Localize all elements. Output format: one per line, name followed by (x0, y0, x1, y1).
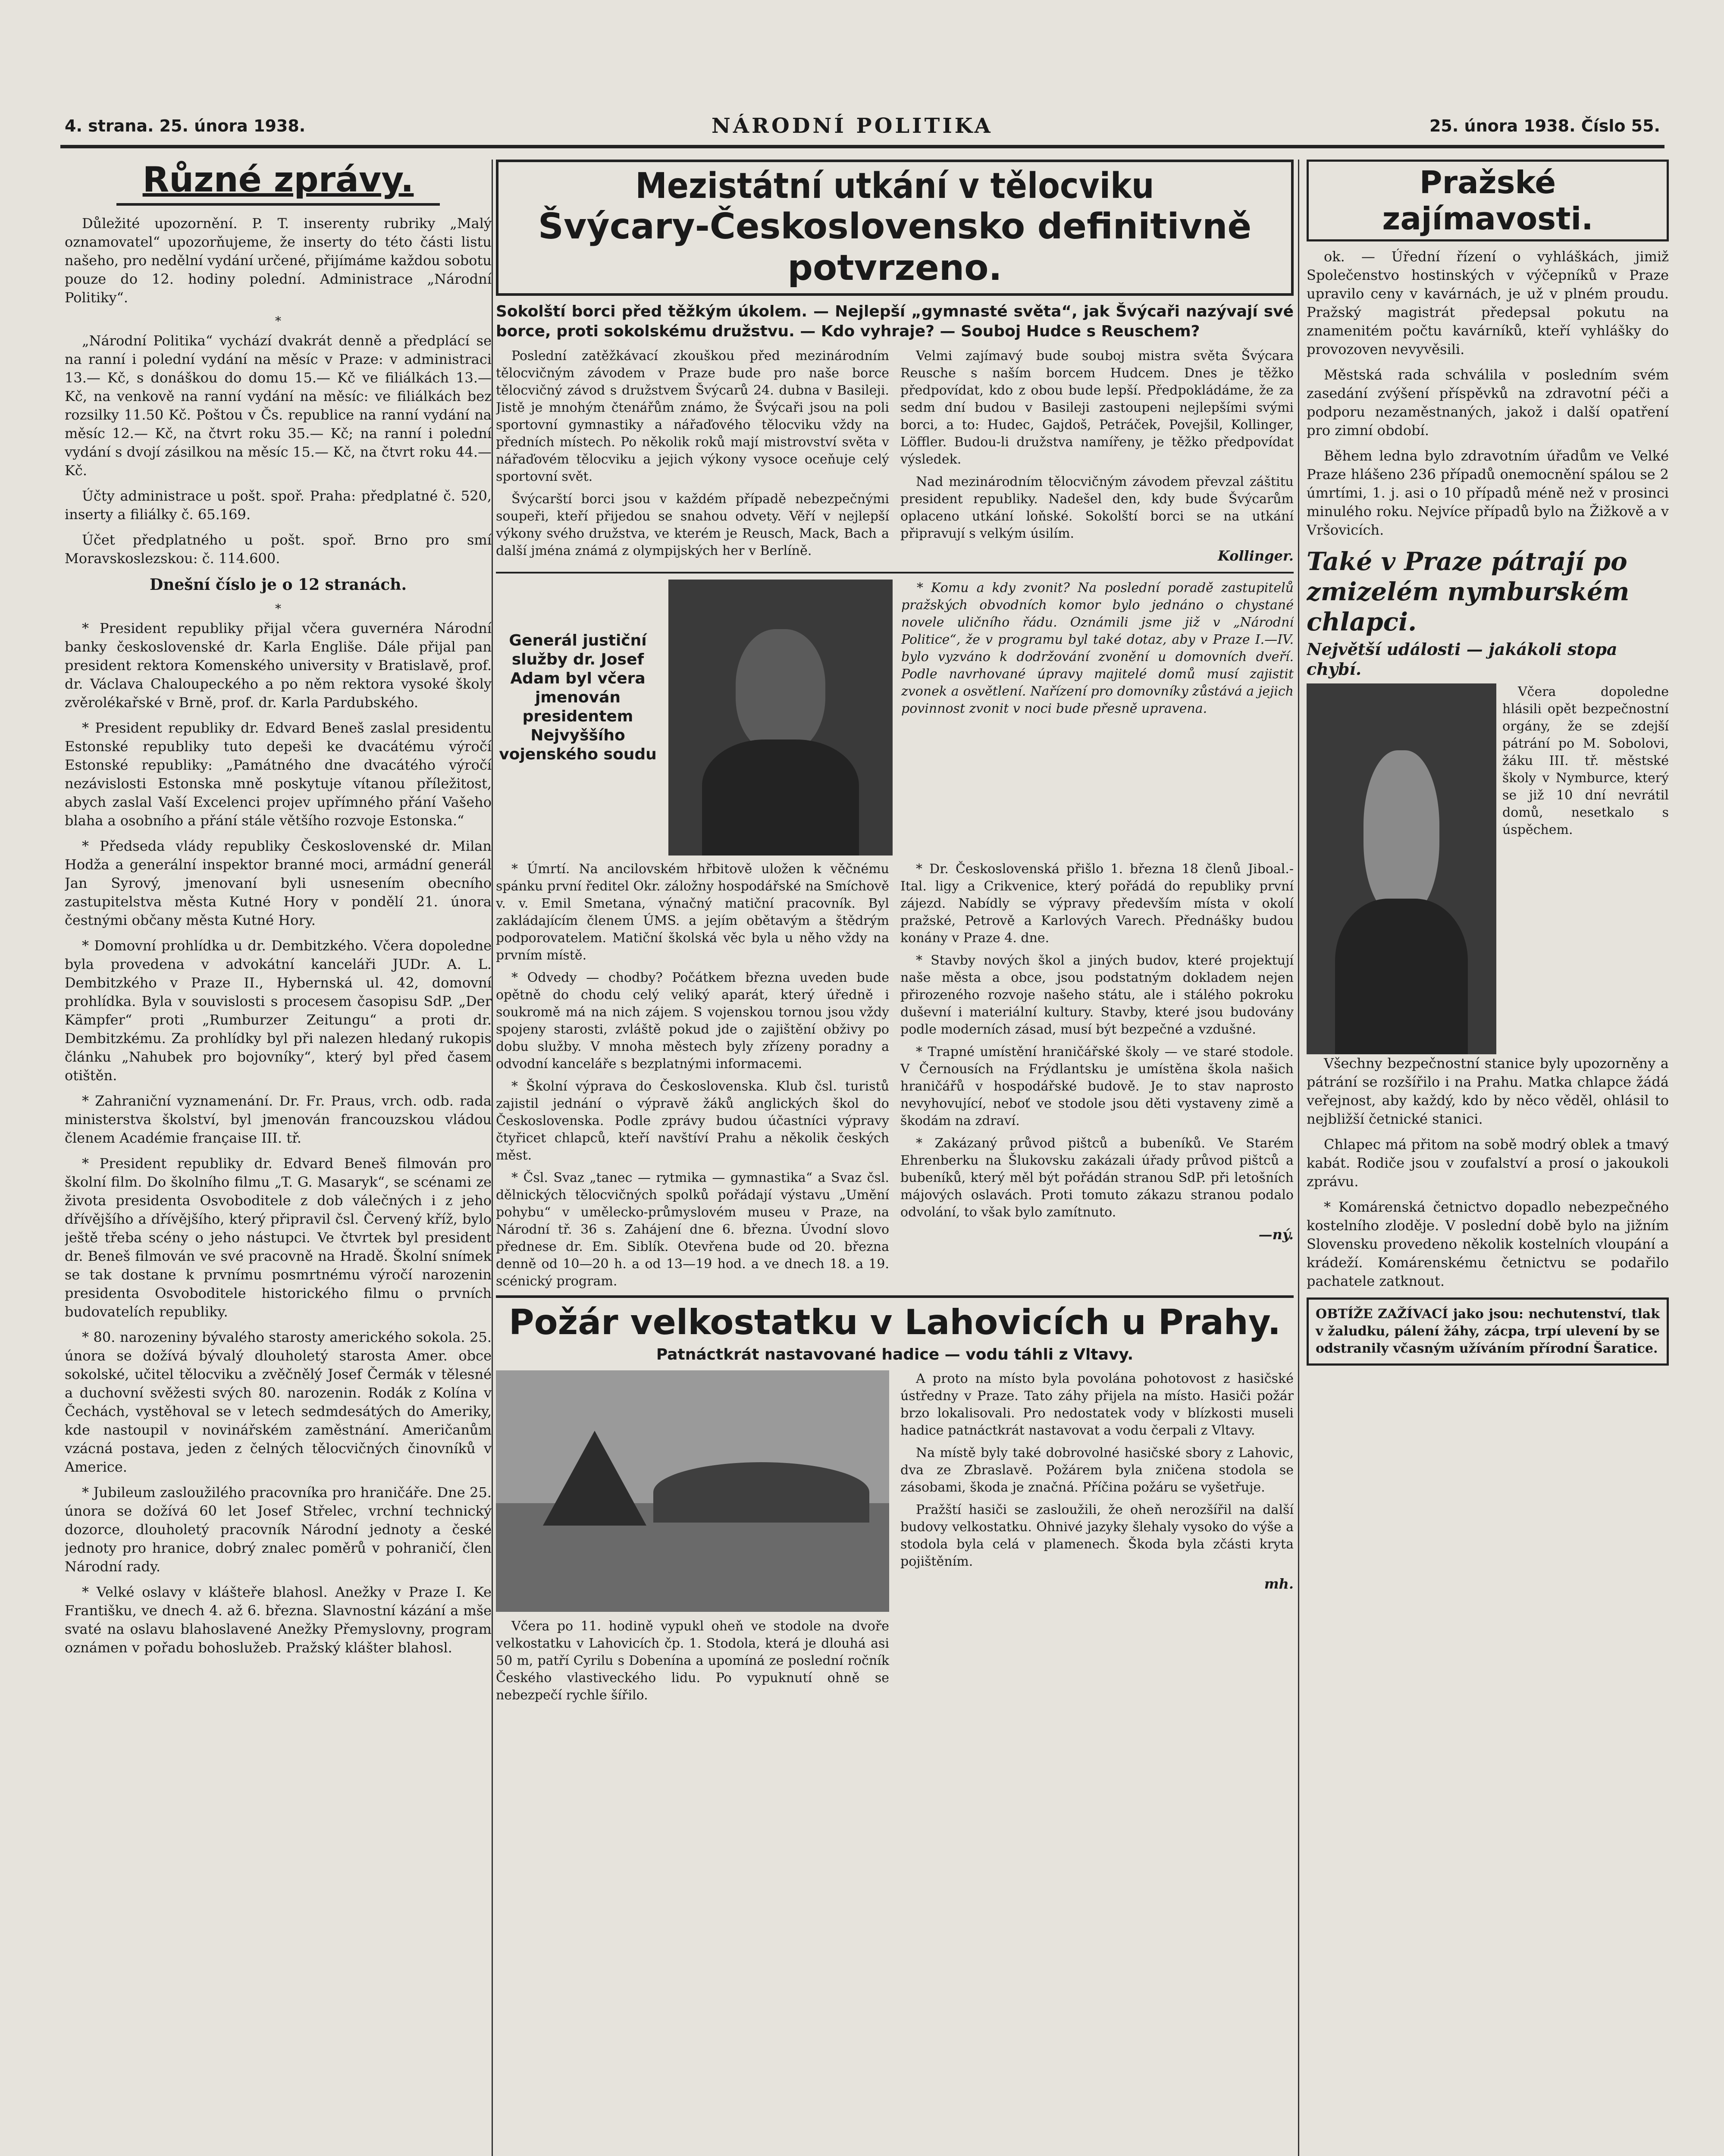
signature: —ný. (1258, 1226, 1294, 1243)
article-paragraph: Během ledna bylo zdravotním úřadům ve Velké Praze hlášeno 236 případů onemocnění spálou se 2 úmrtími, 1. j. asi o 10 případů méně než v prosinci minulého roku. Nejvíce případů bylo na Žižkově a v Vršovicích. (1307, 448, 1669, 538)
article-lead: Sokolští borci před těžkým úkolem. — Nejlepší „gymnasté světa“, jak Švýcaři nazývají své borce, proti sokolskému družstvu. — Kdo vyhraje? — Souboj Hudce s Reuschem? (496, 303, 1294, 340)
missing-boy-block (1307, 683, 1669, 1054)
article-paragraph: * Komárenská četnictvo dopadlo nebezpečného kostelního zloděje. V poslední době bylo na jižním Slovensku provedeno několik kostelních vloupání a krádeží. Komárenskému četnictvu se podařilo pachatele zatknout. (1307, 1199, 1669, 1289)
article-paragraph: Pražští hasiči se zasloužili, že oheň nerozšířil na další budovy velkostatku. Ohnivé jazyky šlehaly vysoko do výše a stodola byla celá v plamenech. Škoda byla zčásti kryta pojištěním. (900, 1502, 1294, 1569)
column-various-news: Různé zprávy. Důležité upozornění. P. T. inserenty rubriky „Malý oznamovatel“ upozorňujeme, že inserty do této části listu našeho, pro nedělní vydání určené, přijímáme každou sobotu pouze do 12. hodiny polední. Administrace „Národní Politiky“. * „Národní Politika“ vychází dvakrát denně a předplácí se na ranní i polední vydání na měsíc v Praze: v administraci 13.— Kč, s donáškou do domu 15.— Kč ve filiálkách 13.— Kč, na venkově na ranní vydání na měsíc: ve filiálkách bez rozsilky 11.50 Kč. Poštou v Čs. republice na ranní vydání na měsíc 12.— Kč, na čtvrt roku 35.— Kč; na ranní i polední vydání s dvojí zásilkou na měsíc 15.— Kč, na čtvrt roku 44.— Kč. Účty administrace u pošt. spoř. Praha: předplatné č. 520, inserty a filiálky č. 65.169. Účet předplatného u pošt. spoř. Brno pro smí Moravskoslezskou: č. 114.600. Dnešní číslo je o 12 stranách. * * President republiky přijal včera guvernéra Národní banky československé dr. Karla Engliše. Dále přijal pan president rektora Komenského university v Bratislavě, prof. dr. Václava Chaloupeckého a po něm rektora vysoké školy zvěrolékařské v Brně, prof. dr. Karla Pardubského. * President republiky dr. Edvard Beneš zaslal presidentu Estonské republiky tuto depeši ke dvacátému výročí Estonské republiky: „Památného dne dvacátého výročí nezávislosti Estonska mně poskytuje vítanou příležitost, abych zaslal Vaší Excelenci projev upřímného přání Vašeho blaha a osobního a přání stále většího rozvoje Estonska.“ * Předseda vlády republiky Československé dr. Milan Hodža a generální inspektor branné moci, armádní generál Jan Syrový, jmenovaní byli usnesením obecního zastupitelstva města Kutné Hory v pondělí 21. února čestnými občany města Kutné Hory. * Domovní prohlídka u dr. Dembitzkého. Včera dopoledne byla provedena v advokátní kanceláři JUDr. A. L. Dembitzkého v Praze II., Hybernská ul. 42, domovní prohlídka. Byla v souvislosti s procesem časopisu SdP. „Der Kämpfer“ proti „Rumburzer Zeitungu“ a proti dr. Dembitzkému. Za prohlídky byl při nalezen hledaný rukopis článku „Nahubek pro bojovníky“, který byl před časem otištěn. * Zahraniční vyznamenání. Dr. Fr. Praus, vrch. odb. rada ministerstva školství, byl jmenován francouzskou vládou členem Académie française III. tř. * President republiky dr. Edvard Beneš filmován pro školní film. Do školního filmu „T. G. Masaryk“, se scénami ze života presidenta Osvoboditele z dob válečných i z jeho dřívějšího a dřívějšího, který připravil čsl. Červený kříž, bylo ještě třeba scény o jeho nástupci. Ve čtvrtek byl president dr. Beneš filmován ve své pracovně na Hradě. Školní snímek se tak dostane k prvnímu posmrtnému výročí narozenin presidenta Osvoboditele historického filmu o prvních budovatelích republiky. * 80. narozeniny bývalého starosty amerického sokola. 25. února se dožívá bývalý dlouholetý starosta Amer. obce sokolské, učitel tělocviku a zvěčnělý Josef Čermák v tělesné a duchovní svěžesti svých 80. narozenin. Rodák z Kolína v Čechách, vystěhoval se v letech sedmdesátých do Ameriky, kde nastoupil v novinářském zaměstnání. Američanům vzácná postava, jeden z čelných tělocvičných činovníků v Americe. * Jubileum zasloužilého pracovníka pro hraničáře. Dne 25. února se dožívá 60 let Josef Střelec, vrchní technický dozorce, dlouholetý pracovník Národní jednoty a české jednoty pro hranice, dobrý znalec poměrů v pohraničí, člen Národní rady. * Velké oslavy v klášteře blahosl. Anežky v Praze I. Ke Františku, ve dnech 4. až 6. března. Slavnostní kázání a mše svaté na oslavu blahoslavené Anežky Přemyslovny, program oznámen v pořadu bohoslužeb. Pražský klášter blahosl. (65, 160, 492, 2156)
header-rule (60, 145, 1664, 148)
article-paragraph: * President republiky dr. Edvard Beneš filmován pro školní film. Do školního filmu „T. G. Masaryk“, se scénami ze života presidenta Osvoboditele z dob válečných i z jeho dřívějšího a dřívějšího, který připravil čsl. Červený kříž, bylo ještě třeba scény o jeho nástupci. Ve čtvrtek byl president dr. Beneš filmován ve své pracovně na Hradě. Školní snímek se tak dostane k prvnímu posmrtnému výročí narozenin presidenta Osvoboditele historického filmu o prvních budovatelích republiky. (65, 1155, 492, 1320)
headline-banner (496, 160, 1294, 296)
article-paragraph: Včera po 11. hodině vypukl oheň ve stodole na dvoře velkostatku v Lahovicích čp. 1. Stodola, která je dlouhá asi 50 m, patří Cyrilu s Dobenína a upomíná ze poslední ročník Českého vlastiveckého lidu. Po vypuknutí ohně se nebezpečí rychle šířilo. (496, 1619, 889, 1703)
fire-headline: Požár velkostatku v Lahovicích u Prahy. (496, 1295, 1294, 1342)
headline-line-1: Mezistátní utkání v tělocviku (635, 166, 1154, 207)
article-paragraph: Poslední zatěžkávací zkouškou před mezinárodním tělocvičným závodem v Praze bude pro naše borce tělocvičný závod s družstvem Švýcarů 24. dubna v Basileji. Jistě je mnohým čtenářům známo, že Švýcaři jsou na poli sportovní gymnastiky a nářaďového tělocviku vždy na předních místech. Po několik roků mají mistrovství světa v nářaďovém tělocviku a jejich výkony vysoce oceňuje celý sportovní svět. (496, 348, 889, 484)
header-left: 4. strana. 25. února 1938. (65, 116, 306, 135)
article-paragraph: * Dr. Československá přišlo 1. března 18 členů Jiboal.-Ital. ligy a Crikvenice, který pořádá do republiky první zájezd. Nabídly se výpravy především místa v okolí pražské, Petrově a Karlových Varech. Přednášky budou konány v Praze 4. dne. (900, 862, 1294, 946)
signature: Kollinger. (1218, 548, 1294, 564)
article-paragraph: * President republiky přijal včera guvernéra Národní banky československé dr. Karla Engliše. Dále přijal pan president rektora Komenského university v Bratislavě, prof. dr. Václava Chaloupeckého a po něm rektora vysoké školy zvěrolékařské v Brně, prof. dr. Karla Pardubského. (65, 620, 492, 711)
column-rule (1298, 160, 1299, 2156)
section-title: Pražské zajímavosti. (1307, 160, 1669, 241)
article-paragraph: Švýcarští borci jsou v každém případě nebezpečnými soupeři, kteří přijedou se snahou odvety. Věří v nejlepší výkony svého družstva, ve kterém je Reusch, Mack, Bach a další jména známá z olympijských her v Berlíně. (496, 492, 889, 558)
article-paragraph: Městská rada schválila v posledním svém zasedání zvýšení příspěvků na zdravotní péči a podporu nezaměstnaných, jakož i další opatření pro zimní období. (1307, 367, 1669, 439)
article-paragraph: Velmi zajímavý bude souboj mistra světa Švýcara Reusche s naším borcem Hudcem. Dnes je těžko předpovídat, kdo z obou bude lepší. Předpokládáme, že za sedm dní budou v Basileji zastoupeni nejlepšími svými borci, a to: Hudec, Gajdoš, Petráček, Povejšil, Kollinger, Löffler. Budou-li družstva namířeny, je těžko předpovídat výsledek. (900, 348, 1294, 467)
article-paragraph: A proto na místo byla povolána pohotovost z hasičské ústředny v Praze. Tato záhy přijela na místo. Hasiči požár brzo lokalisovali. Pro nedostatek vody v blízkosti museli hadice patnáctkrát nastavovat a vodu čerpali z Vltavy. (900, 1371, 1294, 1438)
article-paragraph: Včera dopoledne hlásili opět bezpečnostní orgány, že se zdejší pátrání po M. Sobolovi, žáku III. tř. městské školy v Nymburce, který se již 10 dní nevrátil domů, nesetkalo s úspěchem. (1502, 684, 1669, 837)
section-title: Různé zprávy. (116, 160, 440, 206)
fire-photo (496, 1370, 889, 1612)
headline-line-2: Švýcary-Československo definitivně potvrzeno. (538, 206, 1252, 288)
article-paragraph: Na místě byly také dobrovolné hasičské sbory z Lahovic, dva ze Zbraslavě. Požárem byla zničena stodola se zásobami, škoda je značná. Příčina požáru se vyšetřuje. (900, 1445, 1294, 1495)
article-paragraph: Účty administrace u pošt. spoř. Praha: předplatné č. 520, inserty a filiálky č. 65.169. (65, 488, 492, 523)
missing-boy-subheadline: Největší události — jakákoli stopa chybí. (1307, 639, 1617, 679)
portrait-caption: Generál justiční služby dr. Josef Adam byl včera jmenován presidentem Nejvyššího vojenského soudu (499, 632, 657, 763)
article-paragraph: * Domovní prohlídka u dr. Dembitzkého. Včera dopoledne byla provedena v advokátní kanceláři JUDr. A. L. Dembitzkého v Praze II., Hybernská ul. 42, domovní prohlídka. Byla v souvislosti s procesem časopisu SdP. „Der Kämpfer“ proti „Rumburzer Zeitungu“ a proti dr. Dembitzkému. Za prohlídky byl při nalezen hledaný rukopis článku „Nahubek pro bojovníky“, který byl před časem otištěn. (65, 937, 492, 1084)
portrait-block (496, 572, 1294, 856)
article-paragraph: Účet předplatného u pošt. spoř. Brno pro smí Moravskoslezskou: č. 114.600. (65, 532, 492, 567)
article-paragraph: * President republiky dr. Edvard Beneš zaslal presidentu Estonské republiky tuto depeši ke dvacátému výročí Estonské republiky: „Památného dne dvacátého výročí nezávislosti Estonska mně poskytuje vítanou příležitost, abych zaslal Vaší Excelenci projev upřímného přání Vašeho blaha a osobního a přání stále většího rozvoje Estonska.“ (65, 720, 492, 829)
page-header (65, 116, 1660, 147)
article-paragraph: * Předseda vlády republiky Československé dr. Milan Hodža a generální inspektor branné moci, armádní generál Jan Syrový, jmenovaní byli usnesením obecního zastupitelstva města Kutné Hory v pondělí 21. února čestnými občany města Kutné Hory. (65, 838, 492, 928)
advertisement: OBTÍŽE ZAŽÍVACÍ jako jsou: nechutenství, tlak v žaludku, pálení žáhy, zácpa, trpí ulevení by se odstranily včasným užíváním přírodní Šaratice. (1307, 1297, 1669, 1366)
article-paragraph: Nad mezinárodním tělocvičným závodem převzal záštitu president republiky. Nadešel den, kdy bude Švýcarům oplaceno utkání loňské. Sokolští borci se na utkání připravují s velkým úsilím. (900, 474, 1294, 541)
article-paragraph: ok. — Úřední řízení o vyhláškách, jimiž Společenstvo hostinských v výčepníků v Praze upravilo ceny v kavárnách, je už v plném proudu. Pražský magistrát předepsal pokutu na znamenitém počtu kavárníků, kteří vyhlášky do provozoven nevyvěsili. (1307, 248, 1669, 357)
issue-note: Dnešní číslo je o 12 stranách. (150, 576, 407, 594)
article-paragraph: * Stavby nových škol a jiných budov, které projektují naše města a obce, jsou podstatným dokladem nejen přirozeného rozvoje našeho státu, ale i stálého pokroku duševní i materiální kultury. Stavby, které jsou budovány podle moderních zásad, musí být bezpečné a vzdušné. (900, 953, 1294, 1037)
article-paragraph: * Úmrtí. Na ancilovském hřbitově uložen k věčnému spánku první ředitel Okr. záložny hospodářské na Smíchově v. v. Emil Smetana, výnačný matiční pracovník. Byl zakládajícím členem ÚMS. a jejím obětavým a štědrým podporovatelem. Matiční školská věc byla u něho vždy na prvním místě. (496, 862, 889, 963)
column-prague (1307, 160, 1669, 2156)
article-paragraph: Chlapec má přitom na sobě modrý oblek a tmavý kabát. Rodiče jsou v zoufalství a prosí o jakoukoli zprávu. (1307, 1136, 1669, 1190)
boy-photo (1307, 683, 1496, 1054)
article-paragraph: * Zakázaný průvod pištců a bubeníků. Ve Starém Ehrenberku na Šlukovsku zakázali úřady průvod pištců a bubeníků, který měl být pořádán stranou SdP. při letošních májových oslavách. Proti tomuto zákazu stranou podalo odvolání, to však bylo zamítnuto. (900, 1136, 1294, 1220)
article-paragraph: * Odvedy — chodby? Počátkem března uveden bude opětně do chodu celý veliký aparát, který úředně i soukromě má na nich zájem. S vojenskou tornou jsou vždy spojeny starosti, zvláště pokud jde o zajištění obživy po dobu služby. V mnoha městech byly zřízeny poradny a odvodní kanceláře s bezplatnými informacemi. (496, 970, 889, 1072)
article-paragraph: * 80. narozeniny bývalého starosty amerického sokola. 25. února se dožívá bývalý dlouholetý starosta Amer. obce sokolské, učitel tělocviku a zvěčnělý Josef Čermák v tělesné a duchovní svěžesti svých 80. narozenin. Rodák z Kolína v Čechách, vystěhoval se v letech sedmdesátých do Ameriky, kde nastoupil v novinářském zaměstnání. Američanům vzácná postava, jeden z čelných tělocvičných činovníků v Americe. (65, 1329, 492, 1475)
article-paragraph: * Komu a kdy zvonit? Na poslední poradě zastupitelů pražských obvodních komor bylo jednáno o chystané novele uličního řádu. Oznámili jsme již v „Národní Politice“, že v programu byl také dotaz, aby v Praze I.—IV. bylo vyzváno k dodržování zvonění u domovních dveří. Podle navrhované úpravy majitelé domů musí zajistit zvonek a osvětlení. Nařízení pro domovníky zůstává a jejich povinnost zvonit v noci bude přesně upravena. (901, 580, 1294, 716)
article-paragraph: * Školní výprava do Československa. Klub čsl. turistů zajistil jednání o výpravě žáků anglických škol do Československa. Podle zprávy budou účastníci výpravy čtyřicet chlapců, kteří navštíví Prahu a několik českých měst. (496, 1079, 889, 1163)
column-rule (492, 160, 493, 2156)
article-body (496, 348, 1294, 565)
header-right: 25. února 1938. Číslo 55. (1429, 116, 1660, 135)
missing-boy-headline: Také v Praze pátrají po zmizelém nymburském chlapci. (1307, 547, 1630, 636)
portrait-photo (668, 580, 893, 856)
portrait-caption-box (496, 580, 660, 856)
masthead: NÁRODNÍ POLITIKA (712, 114, 993, 138)
signature: mh. (1264, 1576, 1294, 1592)
article-paragraph: * Čsl. Svaz „tanec — rytmika — gymnastika“ a Svaz čsl. dělnických tělocvičných spolků pořádají výstavu „Umění pohybu“ v umělecko-průmyslovém museu v Praze, na Národní tř. 36 s. Zahájení dne 6. března. Úvodní slovo přednese dr. Em. Siblík. Otevřena bude od 20. března denně od 10—20 h. a od 13—19 hod. a ve dnech 18. a 19. scénický program. (496, 1170, 889, 1289)
article-paragraph: Všechny bezpečnostní stanice byly upozorněny a pátrání se rozšířilo i na Prahu. Matka chlapce žádá veřejnost, aby každý, kdo by něco věděl, ohlásil to nejbližší četnické stanici. (1307, 1055, 1669, 1127)
column-main (496, 160, 1294, 2156)
fire-article (496, 1370, 1294, 1709)
news-body (496, 861, 1294, 1295)
fire-subheadline: Patnáctkrát nastavované hadice — vodu táhli z Vltavy. (656, 1346, 1134, 1363)
article-paragraph: * Velké oslavy v klášteře blahosl. Anežky v Praze I. Ke Františku, ve dnech 4. až 6. března. Slavnostní kázání a mše svaté na oslavu blahoslavené Anežky Přemyslovny, program oznámen v pořadu bohoslužeb. Pražský klášter blahosl. (65, 1584, 492, 1656)
article-paragraph: * Zahraniční vyznamenání. Dr. Fr. Praus, vrch. odb. rada ministerstva školství, byl jmenován francouzskou vládou členem Académie française III. tř. (65, 1093, 492, 1146)
article-paragraph: * Trapné umístění hraničářské školy — ve staré stodole. V Černousích na Frýdlantsku je umístěna škola našich hraničářů v hospodářské budově. Je to stav naprosto nevyhovující, neboť ve stodole jsou děti vystaveny zimě a škodám na zdraví. (900, 1044, 1294, 1128)
article-paragraph: Důležité upozornění. P. T. inserenty rubriky „Malý oznamovatel“ upozorňujeme, že inserty do této části listu našeho, pro nedělní vydání určené, přijímáme každou sobotu pouze do 12. hodiny polední. Administrace „Národní Politiky“. (65, 215, 492, 306)
article-paragraph: „Národní Politika“ vychází dvakrát denně a předplácí se na ranní i polední vydání na měsíc v Praze: v administraci 13.— Kč, s donáškou do domu 15.— Kč ve filiálkách 13.— Kč, na venkově na ranní vydání na měsíc: ve filiálkách bez rozsilky 11.50 Kč. Poštou v Čs. republice na ranní vydání na měsíc 12.— Kč, na čtvrt roku 35.— Kč; na ranní i polední vydání s dvojí zásilkou na měsíc 15.— Kč, na čtvrt roku 44.— Kč. (65, 332, 492, 479)
article-paragraph: * Jubileum zasloužilého pracovníka pro hraničáře. Dne 25. února se dožívá 60 let Josef Střelec, vrchní technický dozorce, dlouholetý pracovník Národní jednoty a české jednoty pro hranice, dobrý znalec poměrů v pohraničí, člen Národní rady. (65, 1484, 492, 1575)
